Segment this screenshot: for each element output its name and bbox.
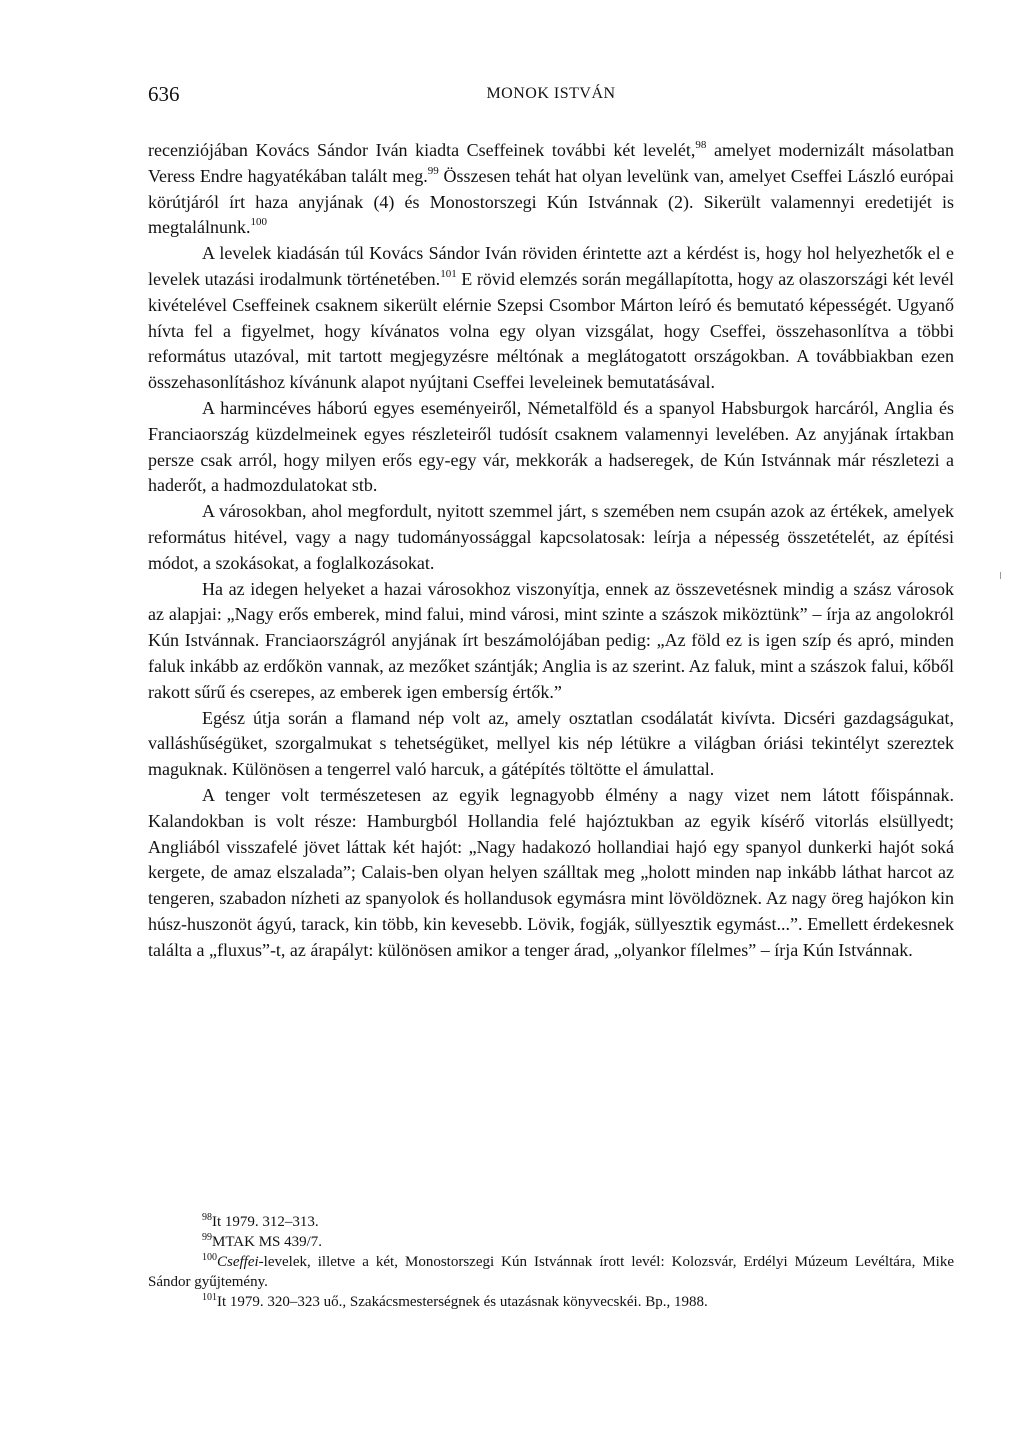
text-run: Ha az idegen helyeket a hazai városokhoz viszonyítja, ennek az összevetésnek mindig a szász városok az alapjai: „Nagy erős emberek, mind falui, mind városi, mint szinte a szászok miköztünk” – írja az angolokról Kún Istvánnak. Franciaországról anyjának írt beszámolójában pedig: „Az föld ez is igen szíp és apró, minden faluk inkább az erdőkön vannak, az mezőket szántják; Anglia is az szerint. Az faluk, mint a szászok falui, kőből rakott sűrű és cserepes, az emberek igen embersíg értők.” — [148, 578, 954, 702]
text-run: It 1979. 320–323 uő., Szakácsmesterségnek és utazásnak könyvecskéi. Bp., 1988. — [217, 1294, 708, 1310]
page-number: 636 — [148, 82, 180, 106]
page-header — [148, 82, 954, 112]
footnotes — [148, 1212, 954, 1312]
footnote — [148, 1292, 954, 1312]
paragraph — [148, 577, 954, 706]
footnote-ref: 98 — [695, 139, 707, 151]
text-run: Összesen tehát hat olyan levelünk van, amelyet Cseffei László európai körútjáról írt haza anyjának (4) és Monostorszegi Kún Istvánnak (2). Sikerült valamennyi eredetijét is megtalálnunk. — [148, 165, 954, 238]
text-run: Egész útja során a flamand nép volt az, amely osztatlan csodálatát kivívta. Dicséri gazdagságukat, valláshűségüket, szorgalmukat s tehetségüket, mellyel kis nép létükre a világban óriási tekintélyt szereztek maguknak. Különösen a tengerrel való harcuk, a gátépítés töltötte el ámulattal. — [148, 707, 954, 780]
text-run: E rövid elemzés során megállapította, hogy az olaszországi két levél kivételével Cseffeinek csaknem sikerült elérnie Szepsi Csombor Márton leíró és bemutató képességét. Ugyanő hívta fel a figyelmet, hogy kívánatos volna egy olyan vizsgálat, hogy Cseffei, összehasonlítva a többi református utazóval, mit tartott megjegyzésre méltónak a meglátogatott országokban. A továbbiakban ezen összehasonlításhoz kívánunk alapot nyújtani Cseffei leveleinek bemutatásával. — [148, 268, 954, 393]
italic-text: Cseffei — [217, 1254, 259, 1270]
text-run: It 1979. 312–313. — [212, 1214, 319, 1230]
body-text — [148, 138, 954, 964]
paragraph — [148, 706, 954, 783]
footnote-ref: 100 — [250, 216, 267, 229]
footnote — [148, 1212, 954, 1232]
footnote-ref: 101 — [440, 267, 457, 280]
footnote-ref: 99 — [202, 1232, 212, 1243]
footnote — [148, 1252, 954, 1292]
text-run: recenziójában Kovács Sándor Iván kiadta Cseffeinek további két levelét, — [148, 140, 696, 160]
footnote-ref: 100 — [202, 1252, 217, 1263]
text-run: amelyet modernizált másolatban Veress Endre hagyatékában talált meg. — [148, 140, 955, 186]
footnote-ref: 99 — [427, 164, 439, 177]
text-run: A levelek kiadásán túl Kovács Sándor Iván röviden érintette azt a kérdést is, hogy hol helyezhetők el e levelek utazási irodalmunk történetében. — [148, 243, 954, 289]
text-run: A városokban, ahol megfordult, nyitott szemmel járt, s szemében nem csupán azok az értékek, amelyek református hitével, vagy a nagy tudományossággal kapcsolatosak: leírja a népesség összetételét, az építési módot, a szokásokat, a foglalkozásokat. — [148, 501, 954, 573]
paragraph — [148, 396, 954, 499]
margin-mark — [1000, 572, 1001, 579]
text-run: A tenger volt természetesen az egyik legnagyobb élmény a nagy vizet nem látott főispánnak. Kalandokban is volt része: Hamburgból Hollandia felé hajóztukban az egyik kísérő vitorlás elsüllyedt; Angliából visszafelé jövet láttak két hajót: „Nagy hadakozó hollandiai hajó egy spanyol dunkerki hajót soká kergete, de amaz elszalada”; Calais-ben olyan helyen szálltak meg „holott minden nap inkább láthat harcot az tengeren, szabadon nízheti az spanyolok és hollandusok egymásra mint lövöldöznek. Az nagy öreg hajókon kin húsz-huszonöt ágyú, tarack, kin több, kin kevesebb. Lövik, fogják, süllyesztik egymást...”. Emellett érdekesnek találta a „fluxus”-t, az árapályt: különösen amikor a tenger árad, „olyankor fílelmes” – írja Kún Istvánnak. — [148, 784, 954, 960]
running-head: MONOK ISTVÁN — [486, 85, 616, 102]
paragraph — [148, 783, 954, 964]
text-run: MTAK MS 439/7. — [212, 1234, 323, 1250]
footnote-ref: 98 — [202, 1212, 212, 1223]
text-run: -levelek, illetve a két, Monostorszegi Kún Istvánnak írott levél: Kolozsvár, Erdélyi Múzeum Levéltára, Mike Sándor gyűjtemény. — [148, 1254, 954, 1290]
footnote-ref: 101 — [202, 1292, 217, 1303]
text-run: A harmincéves háború egyes eseményeiről, Németalföld és a spanyol Habsburgok harcáról, Anglia és Franciaország küzdelmeinek egyes részleteiről tudósít csaknem valamennyi levelében. Az anyjának írtakban persze csak arról, hogy milyen erős egy-egy vár, mekkorák a hadseregek, de Kún Istvánnak már részletezi a haderőt, a hadmozdulatokat stb. — [148, 397, 954, 496]
paragraph — [148, 138, 954, 241]
footnote — [148, 1232, 954, 1252]
paragraph — [148, 499, 954, 576]
paragraph — [148, 241, 954, 396]
